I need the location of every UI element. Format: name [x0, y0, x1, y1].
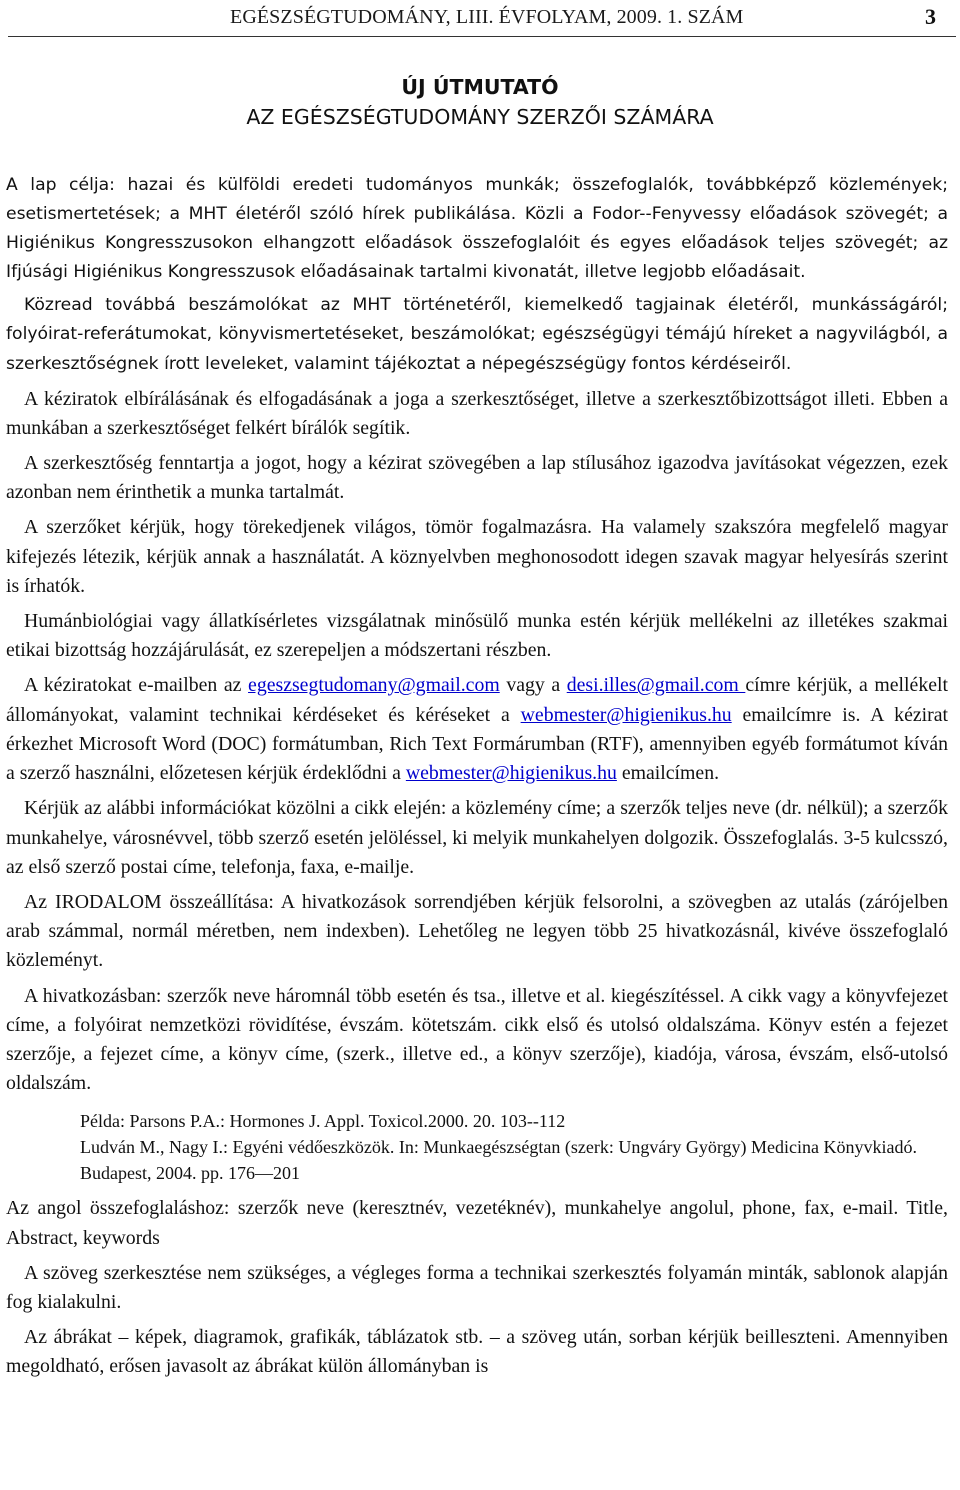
article-body [6, 171, 948, 1382]
header-divider [8, 36, 956, 37]
paragraph-editing-rights: A szerkesztőség fenntartja a jogot, hogy a kézirat szövegében a lap stílusához igazodva javításokat végezzen, ezek azonban nem érinthetik a munka tartalmát. [6, 452, 948, 504]
paragraph-ethics: Humánbiológiai vagy állatkísérletes vizsgálatnak minősülő munka estén kérjük mellékelni az illetékes szakmai etikai bizottság hozzájárulását, ez szerepeljen a módszertani részben. [6, 610, 948, 662]
submission-text-4: emailcímre is. A kézirat érkezhet Microsoft Word (DOC) formátumban, Rich Text Formárumban (RTF), amennyiben egyéb formátumot kíván a szerző használni, előzetesen kérjük érdeklődni a [6, 703, 948, 785]
page-number: 3 [925, 4, 936, 29]
submission-text-3: címre kérjük, a mellékelt állományokat, valamint technikai kérdéseket és kéréseket a [6, 674, 948, 726]
title-line-1: ÚJ ÚTMUTATÓ [401, 75, 559, 99]
paragraph-english-summary: Az angol összefoglaláshoz: szerzők neve (keresztnév, vezetéknév), munkahelye angolul, phone, fax, e-mail. Title, Abstract, keywords [6, 1197, 948, 1249]
submission-text-5: emailcímen. [616, 762, 720, 785]
paragraph-required-info: Kérjük az alábbi információkat közölni a cikk elején: a közlemény címe; a szerzők teljes neve (dr. nélkül); a szerzők munkahelye, városnévvel, több szerző esetén jelöléssel, ki melyik munkahelyen dolgozik. Összefoglalás. 3-5 kulcsszó, az első szerző postai címe, telefonja, faxa, e-mailje. [6, 797, 948, 878]
paragraph-figures: Az ábrákat – képek, diagramok, grafikák, táblázatok stb. – a szöveg után, sorban kérjük beilleszteni. Amennyiben megoldható, erősen javasolt az ábrákat külön állományban is [6, 1326, 948, 1378]
reference-examples [6, 1108, 948, 1186]
example-journal-reference: Példa: Parsons P.A.: Hormones J. Appl. Toxicol.2000. 20. 103--112 [80, 1111, 566, 1132]
paragraph-formatting: A szöveg szerkesztése nem szükséges, a végleges forma a technikai szerkesztés folyamán minták, sablonok alapján fog kialakulni. [6, 1261, 948, 1313]
journal-issue-line: EGÉSZSÉGTUDOMÁNY, LIII. ÉVFOLYAM, 2009. 1. SZÁM [230, 6, 744, 28]
article-title [0, 72, 960, 132]
paragraph-publishes: Közread továbbá beszámolókat az MHT történetéről, kiemelkedő tagjainak életéről, munkásságáról; folyóirat-referátumokat, könyvismertetéseket, beszámolókat; egészségügyi témájú híreket a nagyvilágból, a szerkesztőségnek írott leveleket, valamint tájékoztat a népegészségügy fontos kérdéseiről. [6, 295, 948, 374]
submission-text-2: vagy a [499, 674, 567, 697]
paragraph-review-rights: A kéziratok elbírálásának és elfogadásának a joga a szerkesztőséget, illetve a szerkesztőbizottságot illeti. Ebben a munkában a szerkesztőséget felkért bírálók segítik. [6, 387, 948, 439]
paragraph-aims: A lap célja: hazai és külföldi eredeti tudományos munkák; összefoglalók, továbbképző közlemények; esetismertetések; a MHT életéről szóló hírek publikálása. Közli a Fodor--Fenyvessy előadások szövegét; a Higiénikus Kongresszusokon elhangzott előadások összefoglalóit és egyes előadások teljes szövegét; az Ifjúsági Higiénikus Kongresszusok előadásainak tartalmi kivonatát, illetve legjobb előadásait. [6, 175, 948, 283]
example-book-reference: Ludván M., Nagy I.: Egyéni védőeszközök. In: Munkaegészségtan (szerk: Ungváry György) Medicina Könyvkiadó. Budapest, 2004. pp. 176—201 [80, 1137, 917, 1184]
paragraph-references: Az IRODALOM összeállítása: A hivatkozások sorrendjében kérjük felsorolni, a szövegben az utalás (zárójelben arab számmal, normál méretben, nem indexben). Lehetőleg ne legyen több 25 hivatkozásnál, kivéve összefoglaló közleményt. [6, 890, 948, 972]
submission-text-1: A kéziratokat e-mailben az [24, 674, 249, 697]
paragraph-style: A szerzőket kérjük, hogy törekedjenek világos, tömör fogalmazásra. Ha valamely szakszóra megfelelő magyar kifejezés létezik, kérjük annak a használatát. A köznyelvben meghonosodott idegen szavak magyar helyesírás szerint is írhatók. [6, 516, 948, 597]
paragraph-submission [6, 671, 948, 788]
paragraph-citation-format: A hivatkozásban: szerzők neve háromnál több esetén és tsa., illetve et al. kiegészítéssel. A cikk vagy a könyvfejezet címe, a folyóirat nemzetközi rövidítése, évszám. kötetszám. cikk első és utolsó oldalszáma. Könyv estén a fejezet szerzője, a fejezet címe, a könyv címe, (szerk., illetve ed., a könyv szerzője), kiadója, városa, évszám, első-utolsó oldalszám. [6, 984, 948, 1095]
running-header [8, 6, 936, 36]
title-line-2: AZ EGÉSZSÉGTUDOMÁNY SZERZŐI SZÁMÁRA [246, 105, 714, 129]
email-link-webmaster-2[interactable]: webmester@higienikus.hu [405, 762, 617, 785]
email-link-webmaster[interactable]: webmester@higienikus.hu [520, 703, 732, 726]
email-link-editorial[interactable]: egeszsegtudomany@gmail.com [248, 674, 500, 697]
email-link-editor[interactable]: desi.illes@gmail.com [566, 674, 746, 697]
